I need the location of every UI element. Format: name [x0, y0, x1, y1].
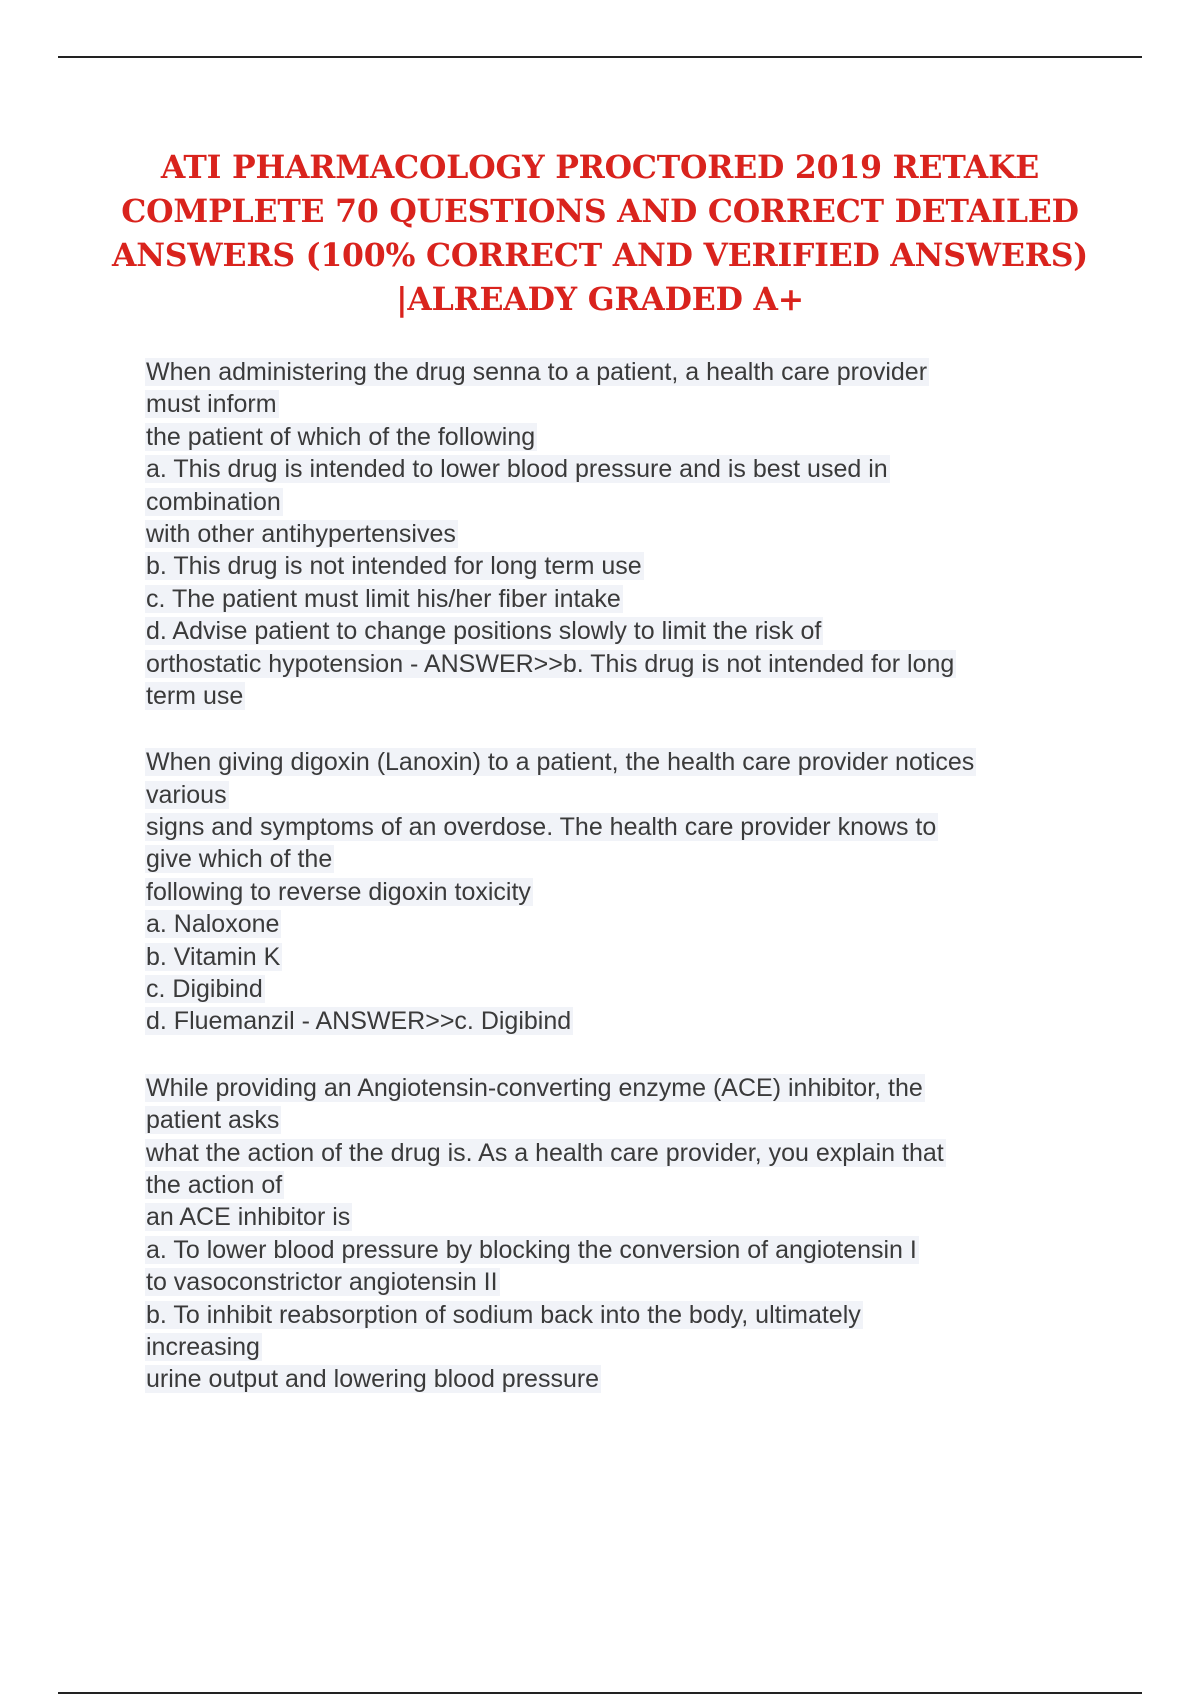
document-title	[100, 146, 1100, 322]
option-b-line: increasing	[146, 1332, 260, 1361]
question-2-line: When giving digoxin (Lanoxin) to a patient, the health care provider notices	[146, 748, 975, 777]
option-c-line: c. Digibind	[146, 975, 263, 1004]
title-line-1: ATI PHARMACOLOGY PROCTORED 2019 RETAKE	[160, 149, 1040, 186]
option-a-line: a. Naloxone	[146, 910, 280, 939]
document-body	[145, 356, 1105, 1430]
option-a-line: with other antihypertensives	[146, 519, 456, 548]
answer-line: term use	[146, 681, 244, 710]
question-1-line: the patient of which of the following	[146, 422, 536, 451]
question-3-line: While providing an Angiotensin-converting enzyme (ACE) inhibitor, the	[146, 1073, 923, 1102]
title-line-3: ANSWERS (100% CORRECT AND VERIFIED ANSWERS)	[111, 237, 1089, 274]
question-2-line: various	[146, 780, 227, 809]
option-c-line: c. The patient must limit his/her fiber intake	[146, 584, 621, 613]
question-3-line: patient asks	[146, 1106, 280, 1135]
title-line-2: COMPLETE 70 QUESTIONS AND CORRECT DETAILED	[121, 193, 1079, 230]
question-block-2	[145, 746, 1105, 1038]
option-b-line: b. Vitamin K	[146, 942, 281, 971]
question-2-line: signs and symptoms of an overdose. The health care provider knows to	[146, 813, 937, 842]
answer-line: orthostatic hypotension - ANSWER>>b. This drug is not intended for long	[146, 649, 955, 678]
option-b-line: b. This drug is not intended for long term use	[146, 552, 642, 581]
title-line-4: |ALREADY GRADED A+	[396, 281, 804, 318]
question-1-line: must inform	[146, 390, 277, 419]
question-2-line: following to reverse digoxin toxicity	[146, 877, 531, 906]
question-3-line: the action of	[146, 1170, 283, 1199]
question-block-1	[145, 356, 1105, 712]
bottom-rule	[58, 1692, 1142, 1694]
question-3-line: what the action of the drug is. As a health care provider, you explain that	[146, 1138, 944, 1167]
question-2-line: give which of the	[146, 845, 333, 874]
option-a-line: to vasoconstrictor angiotensin II	[146, 1268, 498, 1297]
option-a-line: combination	[146, 487, 281, 516]
option-a-line: a. This drug is intended to lower blood pressure and is best used in	[146, 455, 888, 484]
question-3-line: an ACE inhibitor is	[146, 1203, 351, 1232]
top-rule	[58, 56, 1142, 58]
answer-line: d. Fluemanzil - ANSWER>>c. Digibind	[146, 1007, 572, 1036]
question-1-line: When administering the drug senna to a patient, a health care provider	[146, 358, 928, 386]
option-b-line: urine output and lowering blood pressure	[146, 1365, 600, 1394]
question-block-3	[145, 1072, 1105, 1396]
option-d-line: d. Advise patient to change positions slowly to limit the risk of	[146, 617, 822, 646]
option-b-line: b. To inhibit reabsorption of sodium back into the body, ultimately	[146, 1300, 861, 1329]
option-a-line: a. To lower blood pressure by blocking the conversion of angiotensin I	[146, 1235, 917, 1264]
